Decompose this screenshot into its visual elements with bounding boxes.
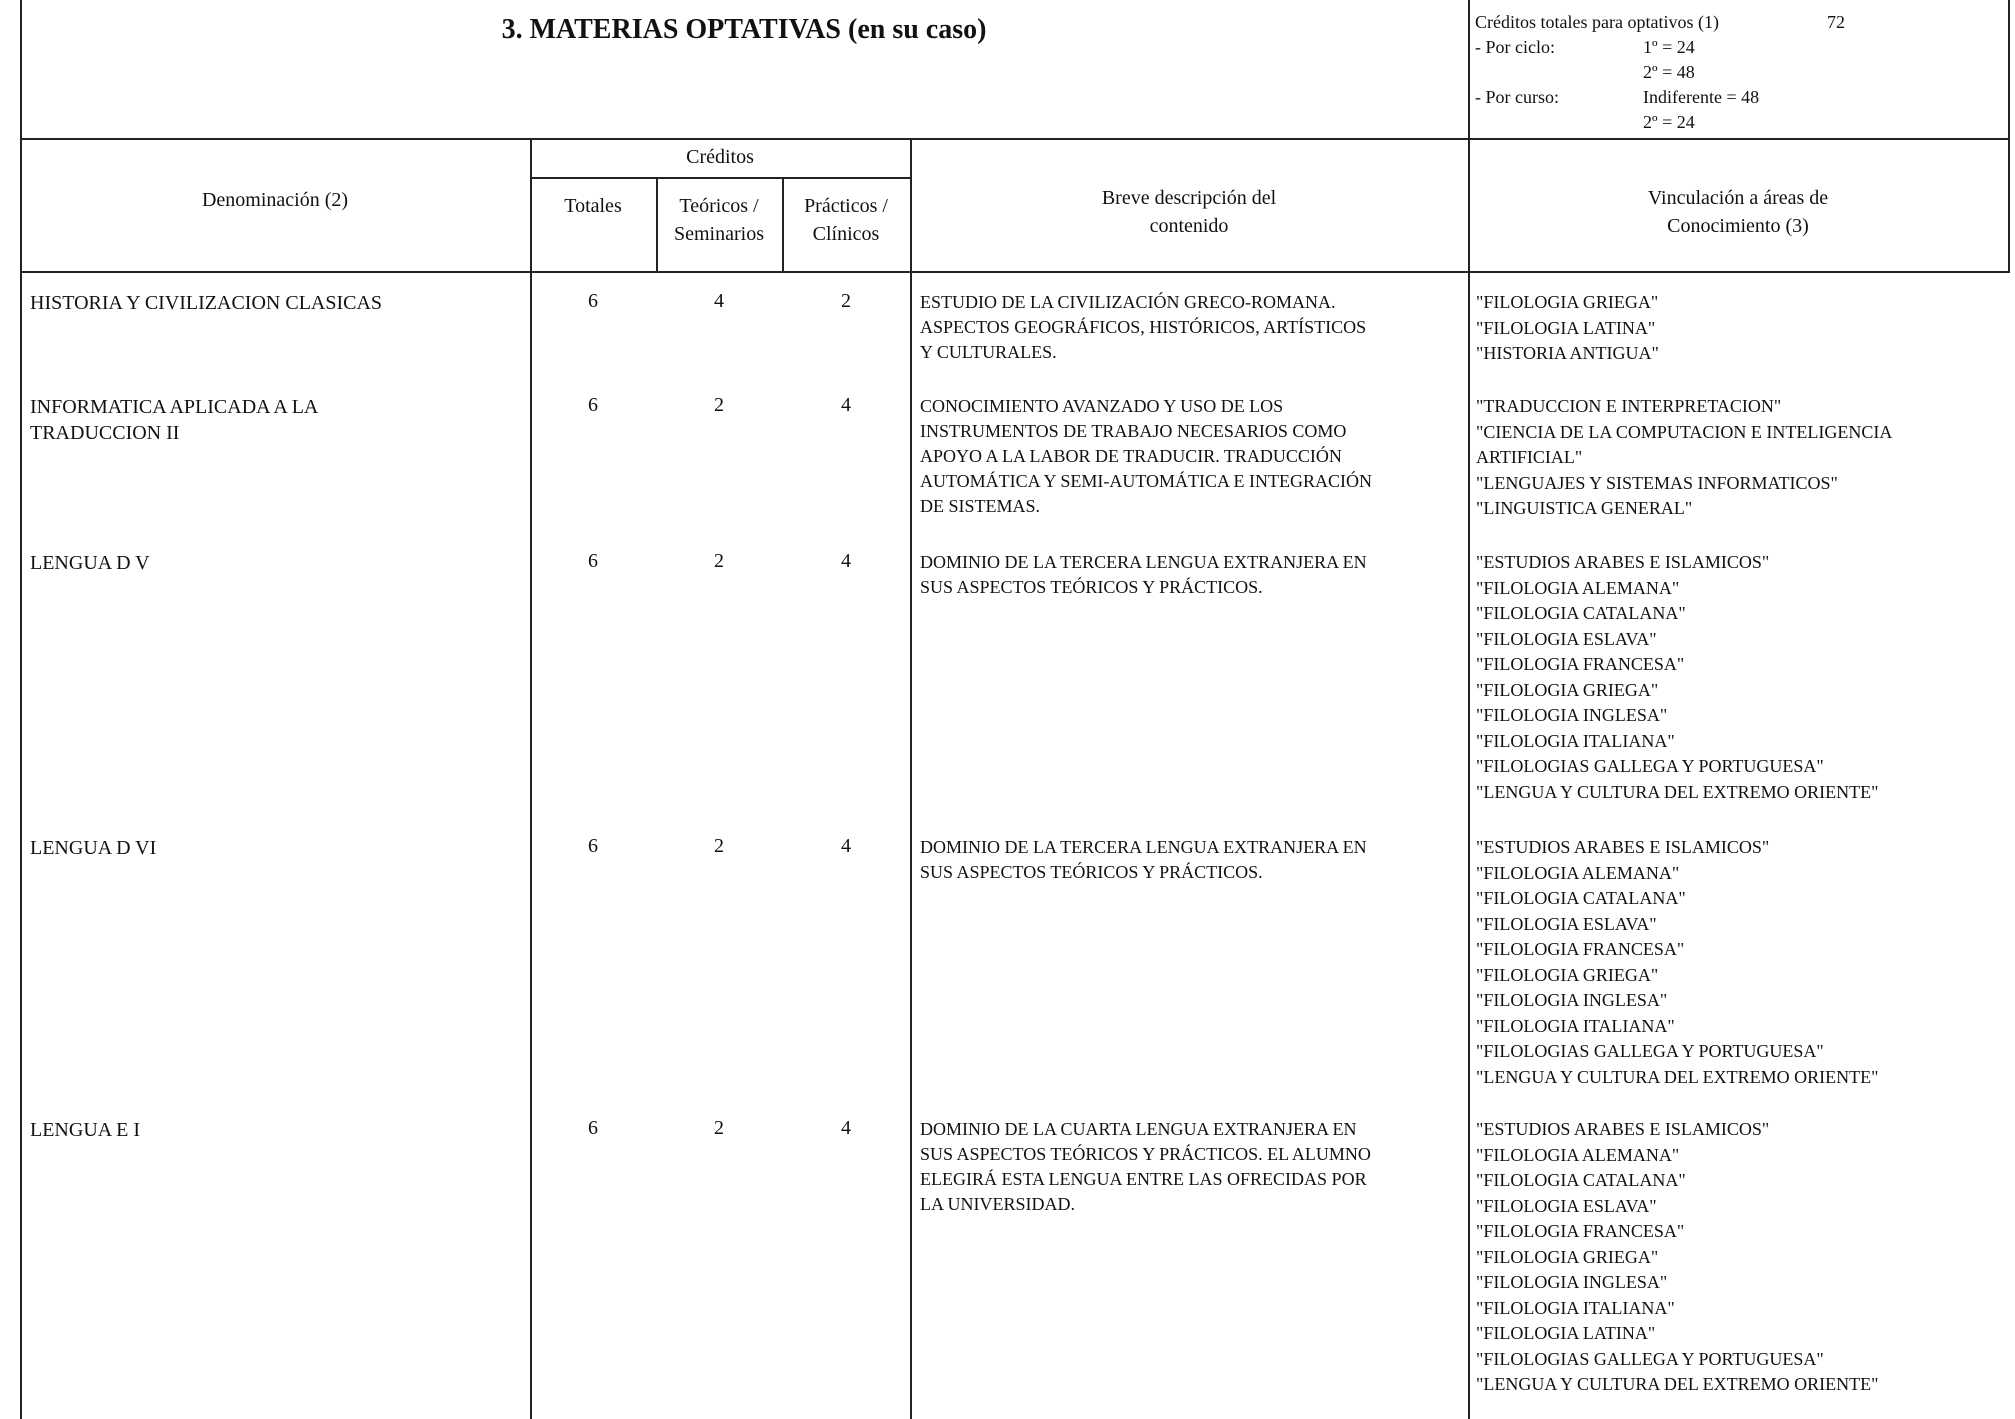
row-descripcion-line: Y CULTURALES. (920, 342, 1057, 362)
summary-curso-1: Indiferente = 48 (1643, 87, 1760, 107)
row-area-item: "FILOLOGIA ITALIANA" (1476, 1015, 1675, 1036)
summary-curso-2: 2º = 24 (1643, 112, 1695, 132)
header-practicos-line2: Clínicos (812, 223, 880, 245)
creditos-subheader-rule (530, 177, 910, 179)
row-area-item: "FILOLOGIA ALEMANA" (1476, 577, 1680, 598)
row-area-item: "LENGUA Y CULTURA DEL EXTREMO ORIENTE" (1476, 1066, 1879, 1087)
row-denominacion (30, 835, 520, 861)
row-denominacion-line: HISTORIA Y CIVILIZACION CLASICAS (30, 292, 383, 314)
row-area-item: "FILOLOGIAS GALLEGA Y PORTUGUESA" (1476, 1348, 1824, 1369)
row-teoricos: 2 (714, 835, 724, 857)
header-teoricos (656, 192, 782, 248)
summary-ciclo-2: 2º = 48 (1643, 62, 1695, 82)
row-area-item: "FILOLOGIA INGLESA" (1476, 705, 1668, 725)
row-area-item: "FILOLOGIA GRIEGA" (1476, 292, 1659, 312)
summary-curso-label: - Por curso: (1475, 87, 1559, 107)
section-title: 3. MATERIAS OPTATIVAS (en su caso) (501, 14, 987, 45)
row-descripcion-line: INSTRUMENTOS DE TRABAJO NECESARIOS COMO (920, 421, 1347, 441)
row-area-item: "FILOLOGIA CATALANA" (1476, 603, 1686, 623)
row-denominacion-line: LENGUA E I (30, 1119, 140, 1141)
row-area-item: "ESTUDIOS ARABES E ISLAMICOS" (1476, 552, 1770, 572)
row-area-item: "FILOLOGIA ITALIANA" (1476, 1297, 1675, 1318)
column-header-bottom-rule (20, 271, 2010, 273)
row-area-item: "FILOLOGIA GRIEGA" (1476, 679, 1659, 700)
row-descripcion-line: ELEGIRÁ ESTA LENGUA ENTRE LAS OFRECIDAS POR (920, 1169, 1367, 1189)
row-descripcion-line: DE SISTEMAS. (920, 496, 1041, 516)
row-area-item: "FILOLOGIAS GALLEGA Y PORTUGUESA" (1476, 1041, 1824, 1061)
row-vinculacion (1476, 1117, 2006, 1398)
row-descripcion-line: DOMINIO DE LA TERCERA LENGUA EXTRANJERA EN (920, 837, 1367, 857)
header-practicos-line1: Prácticos / (804, 195, 888, 217)
row-area-item: "LINGUISTICA GENERAL" (1476, 498, 1693, 518)
row-descripcion (920, 550, 1464, 600)
row-descripcion-line: ASPECTOS GEOGRÁFICOS, HISTÓRICOS, ARTÍSTICOS (920, 317, 1367, 337)
row-descripcion-line: APOYO A LA LABOR DE TRADUCIR. TRADUCCIÓN (920, 446, 1342, 466)
row-descripcion-line: ESTUDIO DE LA CIVILIZACIÓN GRECO-ROMANA. (920, 292, 1336, 312)
row-teoricos: 4 (714, 290, 724, 312)
row-area-item: "LENGUAJES Y SISTEMAS INFORMATICOS" (1476, 472, 1838, 493)
row-area-item: "ESTUDIOS ARABES E ISLAMICOS" (1476, 837, 1770, 857)
row-descripcion (920, 1117, 1464, 1217)
row-area-item: "FILOLOGIA LATINA" (1476, 1323, 1656, 1343)
row-vinculacion (1476, 835, 2006, 1090)
document-page (20, 0, 2010, 1419)
header-vinculacion-line2: Conocimiento (3) (1667, 215, 1809, 237)
row-area-item: "FILOLOGIA CATALANA" (1476, 888, 1686, 908)
credit-summary (1475, 10, 2000, 135)
row-descripcion-line: SUS ASPECTOS TEÓRICOS Y PRÁCTICOS. EL ALUMNO (920, 1144, 1371, 1164)
header-teoricos-line1: Teóricos / (679, 195, 759, 217)
row-totales: 6 (588, 835, 598, 857)
row-denominacion-line: INFORMATICA APLICADA A LA (30, 396, 319, 418)
header-teoricos-line2: Seminarios (674, 223, 764, 245)
row-area-item: "FILOLOGIA ALEMANA" (1476, 862, 1680, 883)
row-descripcion-line: DOMINIO DE LA TERCERA LENGUA EXTRANJERA EN (920, 552, 1367, 572)
row-area-item: "FILOLOGIAS GALLEGA Y PORTUGUESA" (1476, 756, 1824, 776)
row-area-item: "FILOLOGIA GRIEGA" (1476, 964, 1659, 985)
header-practicos (782, 192, 910, 248)
row-area-item: "CIENCIA DE LA COMPUTACION E INTELIGENCIA (1476, 421, 1893, 442)
row-area-item: "FILOLOGIA ALEMANA" (1476, 1144, 1680, 1165)
row-denominacion (30, 550, 520, 576)
row-vinculacion (1476, 290, 2006, 367)
row-area-item: "FILOLOGIA FRANCESA" (1476, 1221, 1685, 1241)
header-descripcion-line1: Breve descripción del (1101, 187, 1277, 209)
header-vinculacion (1468, 184, 2008, 240)
header-vinculacion-line1: Vinculación a áreas de (1647, 187, 1829, 209)
row-area-item: "FILOLOGIA CATALANA" (1476, 1170, 1686, 1190)
row-descripcion-line: SUS ASPECTOS TEÓRICOS Y PRÁCTICOS. (920, 577, 1263, 597)
row-area-item: "FILOLOGIA ESLAVA" (1476, 913, 1657, 934)
row-totales: 6 (588, 290, 598, 312)
row-area-item: "FILOLOGIA INGLESA" (1476, 990, 1668, 1010)
row-area-item: "FILOLOGIA ESLAVA" (1476, 628, 1657, 649)
row-practicos: 4 (841, 835, 851, 857)
row-totales: 6 (588, 1117, 598, 1139)
row-descripcion-line: CONOCIMIENTO AVANZADO Y USO DE LOS (920, 396, 1284, 416)
header-descripcion-line2: contenido (1149, 215, 1229, 237)
row-area-item: "FILOLOGIA LATINA" (1476, 317, 1656, 338)
row-vinculacion (1476, 394, 2006, 522)
row-area-item: "FILOLOGIA ITALIANA" (1476, 730, 1675, 751)
row-area-item: "ESTUDIOS ARABES E ISLAMICOS" (1476, 1119, 1770, 1139)
row-totales: 6 (588, 394, 598, 416)
row-practicos: 4 (841, 550, 851, 572)
header-creditos: Créditos (686, 146, 754, 168)
row-area-item: "HISTORIA ANTIGUA" (1476, 343, 1659, 363)
row-denominacion (30, 394, 520, 446)
row-area-item: "TRADUCCION E INTERPRETACION" (1476, 396, 1782, 416)
row-descripcion-line: AUTOMÁTICA Y SEMI-AUTOMÁTICA E INTEGRACIÓN (920, 471, 1372, 491)
row-descripcion-line: DOMINIO DE LA CUARTA LENGUA EXTRANJERA EN (920, 1119, 1357, 1139)
summary-total-label: Créditos totales para optativos (1) (1475, 12, 1719, 32)
summary-ciclo-label: - Por ciclo: (1475, 37, 1555, 57)
column-divider-descripcion (910, 140, 912, 1419)
row-area-item: ARTIFICIAL" (1476, 447, 1583, 467)
column-divider-creditos-left (530, 140, 532, 1419)
row-area-item: "FILOLOGIA ESLAVA" (1476, 1195, 1657, 1216)
summary-total-value: 72 (1827, 12, 1845, 32)
row-descripcion (920, 835, 1464, 885)
row-descripcion-line: LA UNIVERSIDAD. (920, 1194, 1075, 1214)
row-practicos: 4 (841, 1117, 851, 1139)
row-denominacion-line: LENGUA D V (30, 552, 150, 574)
row-teoricos: 2 (714, 550, 724, 572)
row-totales: 6 (588, 550, 598, 572)
summary-ciclo-1: 1º = 24 (1643, 37, 1695, 57)
row-area-item: "FILOLOGIA FRANCESA" (1476, 939, 1685, 959)
row-area-item: "FILOLOGIA INGLESA" (1476, 1272, 1668, 1292)
row-denominacion-line: LENGUA D VI (30, 837, 157, 859)
row-area-item: "LENGUA Y CULTURA DEL EXTREMO ORIENTE" (1476, 1374, 1879, 1394)
row-descripcion (920, 394, 1464, 519)
row-descripcion-line: SUS ASPECTOS TEÓRICOS Y PRÁCTICOS. (920, 862, 1263, 882)
row-area-item: "LENGUA Y CULTURA DEL EXTREMO ORIENTE" (1476, 781, 1879, 802)
row-teoricos: 2 (714, 1117, 724, 1139)
row-denominacion (30, 290, 520, 316)
row-descripcion (920, 290, 1464, 365)
header-descripcion (910, 184, 1468, 240)
row-area-item: "FILOLOGIA FRANCESA" (1476, 654, 1685, 674)
header-denominacion: Denominación (2) (201, 189, 349, 211)
row-practicos: 2 (841, 290, 851, 312)
row-denominacion-line: TRADUCCION II (30, 422, 180, 444)
row-area-item: "FILOLOGIA GRIEGA" (1476, 1246, 1659, 1267)
header-totales: Totales (564, 195, 622, 217)
row-denominacion (30, 1117, 520, 1143)
row-practicos: 4 (841, 394, 851, 416)
row-vinculacion (1476, 550, 2006, 805)
row-teoricos: 2 (714, 394, 724, 416)
table-border-right (2008, 0, 2010, 272)
header-bottom-rule (20, 138, 2010, 140)
